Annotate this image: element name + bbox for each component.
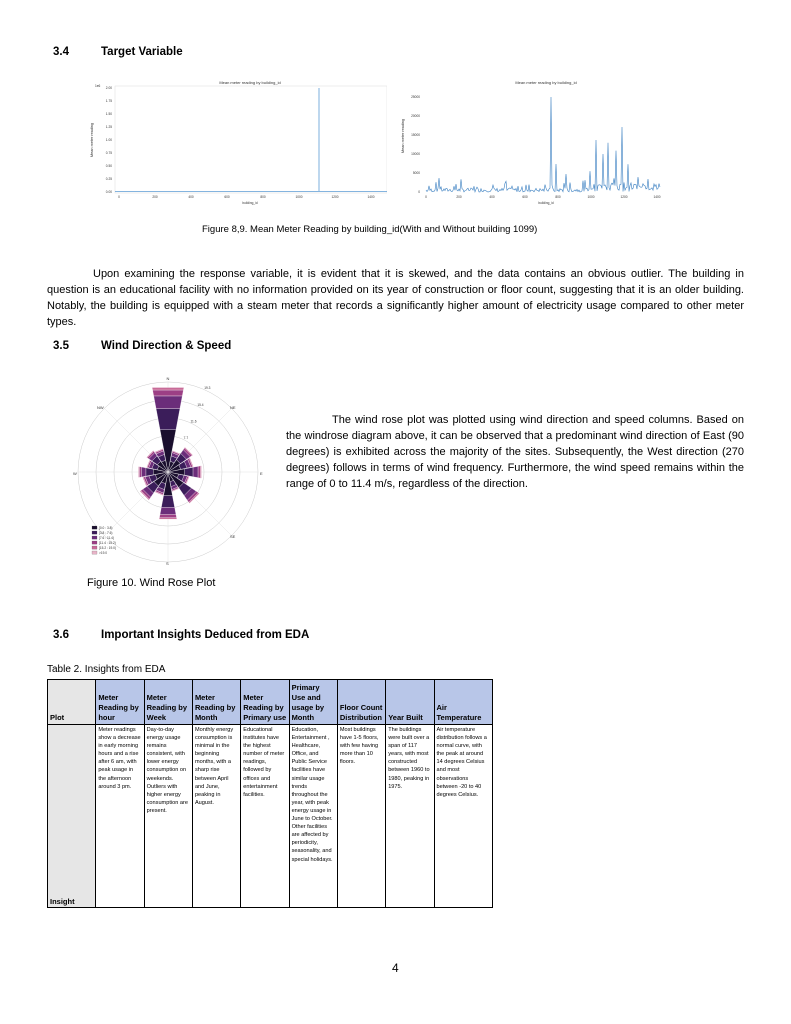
- section-3-4-title: Target Variable: [101, 46, 183, 58]
- rose-ring-label: 7.7: [183, 435, 189, 440]
- rose-legend-swatch: [92, 541, 97, 544]
- fig8-ytick-label: 2.00: [105, 86, 112, 90]
- fig9-ytick-label: 20000: [411, 114, 420, 118]
- section-3-6-number: 3.6: [53, 629, 69, 641]
- rose-petal-segment: [193, 466, 198, 477]
- rose-petal-segment: [185, 467, 193, 476]
- cell-usage-by-month: Education, Entertainment , Healthcare, Office, and Public Service facilities have similar usage trends throughout the year, with peak energy usage in June to October. Other facilities are affected by periodicity, seasonality, and special holidays.: [289, 725, 337, 908]
- fig9-xtick-label: 1000: [587, 195, 595, 199]
- dir-nw: NW: [97, 405, 104, 410]
- page-number: 4: [392, 961, 399, 975]
- fig9-ytick-label: 0: [418, 190, 420, 194]
- header-hour: Meter Reading by hour: [96, 680, 144, 725]
- rose-legend-label: [11.4 : 15.2): [99, 540, 116, 545]
- figure-10-caption: Figure 10. Wind Rose Plot: [87, 577, 216, 589]
- fig8-xtick-label: 1000: [295, 195, 303, 199]
- fig9-title: Mean meter reading by building_id: [515, 80, 577, 85]
- cell-floor-count: Most buildings have 1-5 floors, with few having more than 10 floors.: [337, 725, 385, 908]
- fig8-title: Mean meter reading by building_id: [219, 80, 281, 85]
- fig9-xlabel: building_id: [538, 201, 554, 205]
- dir-e: E: [260, 471, 263, 476]
- rose-legend-swatch: [92, 531, 97, 534]
- fig8-xtick-label: 400: [188, 195, 194, 199]
- rose-petal-segment: [154, 396, 183, 409]
- table-header-row: [48, 680, 493, 725]
- fig9-xtick-label: 0: [425, 195, 427, 199]
- fig9-xtick-label: 600: [522, 195, 528, 199]
- rose-ring-label: 19.3: [204, 386, 211, 391]
- fig9-xtick-label: 200: [456, 195, 462, 199]
- cell-primary-use: Educational institutes have the highest number of meter readings, followed by offices and entertainment facilities.: [241, 725, 289, 908]
- section-3-4-number: 3.4: [53, 46, 69, 58]
- fig8-xtick-label: 1400: [367, 195, 375, 199]
- fig8-ytick-label: 1.00: [105, 138, 112, 142]
- section-3-6-title: Important Insights Deduced from EDA: [101, 629, 310, 641]
- fig8-ytick-label: 1.75: [105, 99, 112, 103]
- rose-petal-segment: [146, 468, 153, 476]
- cell-air-temperature: Air temperature distribution follows a normal curve, with the peak at around 14 degrees Celsius and most observations between -20 to 40 degrees Celsius.: [434, 725, 493, 908]
- header-week: Meter Reading by Week: [144, 680, 192, 725]
- rose-legend-swatch: [92, 551, 97, 554]
- rose-petal-segment: [139, 467, 141, 478]
- fig8-xtick-label: 1200: [331, 195, 339, 199]
- cell-hour: Meter readings show a decrease in early morning hours and a rise after 6 am, with peak usage in the afternoon around 3 pm.: [96, 725, 144, 908]
- rose-petal-segment: [153, 390, 184, 396]
- dir-ne: NE: [230, 405, 236, 410]
- fig8-ytick-label: 0.25: [105, 177, 112, 181]
- fig8-ytick-label: 1.50: [105, 112, 112, 116]
- rose-legend-swatch: [92, 536, 97, 539]
- rose-petal-segment: [200, 466, 201, 479]
- header-month: Meter Reading by Month: [192, 680, 240, 725]
- cell-year-built: The buildings were built over a span of 117 years, with most constructed between 1960 to 1980, peaking in 1975.: [386, 725, 434, 908]
- fig8-xtick-label: 200: [152, 195, 158, 199]
- rose-petal-segment: [198, 466, 200, 478]
- fig8-offset-label: 1e6: [95, 84, 101, 88]
- header-usage-by-month: Primary Use and usage by Month: [289, 680, 337, 725]
- fig8-xtick-label: 0: [118, 195, 120, 199]
- fig9-ytick-label: 10000: [411, 152, 420, 156]
- rose-petal-segment: [159, 514, 176, 517]
- fig8-ytick-label: 0.00: [105, 190, 112, 194]
- fig9-xtick-label: 800: [555, 195, 561, 199]
- paragraph-wind: The wind rose plot was plotted using wind direction and speed columns. Based on the windrose diagram above, it can be observed that a predominant wind direction of East (90 degrees) is exhibited across the majority of the sites. Subsequently, the West direction (270 degrees) follows in terms of wind frequency. Furthermore, the wind speed remains within the range of 0 to 11.4 m/s, regardless of the direction.: [286, 414, 744, 490]
- fig8-ytick-label: 1.25: [105, 125, 112, 129]
- rose-ring-label: 11.6: [190, 419, 197, 424]
- fig8-ylabel: Mean meter reading: [90, 123, 94, 157]
- rose-petal-segment: [139, 466, 140, 477]
- rose-petal-segment: [161, 496, 174, 508]
- dir-s: S: [166, 561, 169, 566]
- fig9-xtick-label: 1400: [653, 195, 661, 199]
- header-year-built: Year Built: [386, 680, 434, 725]
- figure-9-chart: [398, 76, 668, 210]
- fig9-ylabel: Mean meter reading: [401, 119, 405, 153]
- table-2-caption: Table 2. Insights from EDA: [47, 664, 166, 675]
- fig9-series-line: [426, 97, 660, 192]
- rose-ring-label: 15.4: [197, 402, 204, 407]
- fig8-ytick-label: 0.50: [105, 164, 112, 168]
- figure-8-chart: [85, 76, 387, 210]
- rose-legend-label: [15.2 : 19.0): [99, 545, 117, 550]
- table-row: [48, 725, 493, 908]
- fig8-ytick-label: 0.75: [105, 151, 112, 155]
- header-floor-count: Floor Count Distribution: [337, 680, 385, 725]
- cell-month: Monthly energy consumption is minimal in the beginning months, with a sharp rise between April and June, peaking in August.: [192, 725, 240, 908]
- header-air-temperature: Air Temperature: [434, 680, 493, 725]
- rose-petal-segment: [141, 467, 145, 477]
- figure-8-9-caption: Figure 8,9. Mean Meter Reading by building_id(With and Without building 1099): [202, 224, 538, 235]
- section-3-5-number: 3.5: [53, 340, 69, 352]
- paragraph-target-variable: Upon examining the response variable, it is evident that it is skewed, and the data contains an obvious outlier. The building in question is an educational facility with no information provided on its year of construction or floor count, suggesting that it is an older building. Notably, the building is equipped with a steam meter that records a significantly higher amount of electricity usage compared to other meter types.: [47, 268, 744, 328]
- dir-w: W: [73, 471, 77, 476]
- fig9-xtick-label: 400: [489, 195, 495, 199]
- insights-table: [47, 679, 493, 908]
- rose-petal-segment: [160, 507, 176, 514]
- fig8-xtick-label: 800: [260, 195, 266, 199]
- rose-legend-swatch: [92, 546, 97, 549]
- header-primary-use: Meter Reading by Primary use: [241, 680, 289, 725]
- rose-legend-label: >19.0: [99, 550, 108, 555]
- dir-se: SE: [230, 534, 236, 539]
- rose-legend-label: [0.0 : 3.8): [99, 525, 113, 530]
- rose-legend-label: [3.8 : 7.6): [99, 530, 113, 535]
- rose-petal-segment: [159, 518, 177, 519]
- rose-legend-swatch: [92, 526, 97, 529]
- header-plot: Plot: [48, 680, 96, 725]
- fig8-xtick-label: 600: [224, 195, 230, 199]
- fig9-ytick-label: 25000: [411, 95, 420, 99]
- row-label-insight: Insight: [48, 725, 96, 908]
- section-3-5-title: Wind Direction & Speed: [101, 340, 232, 352]
- wind-rose-chart: [60, 372, 290, 572]
- cell-week: Day-to-day energy usage remains consistent, with lower energy consumption on weekends. Outliers with higher energy consumption are present.: [144, 725, 192, 908]
- fig8-xlabel: building_id: [242, 201, 258, 205]
- fig9-ytick-label: 5000: [412, 171, 420, 175]
- dir-n: N: [166, 376, 170, 381]
- rose-petal-segment: [156, 409, 180, 430]
- fig9-xtick-label: 1200: [620, 195, 628, 199]
- fig9-ytick-label: 15000: [411, 133, 420, 137]
- rose-legend-label: [7.6 : 11.4): [99, 535, 115, 540]
- rose-petal-segment: [152, 387, 184, 390]
